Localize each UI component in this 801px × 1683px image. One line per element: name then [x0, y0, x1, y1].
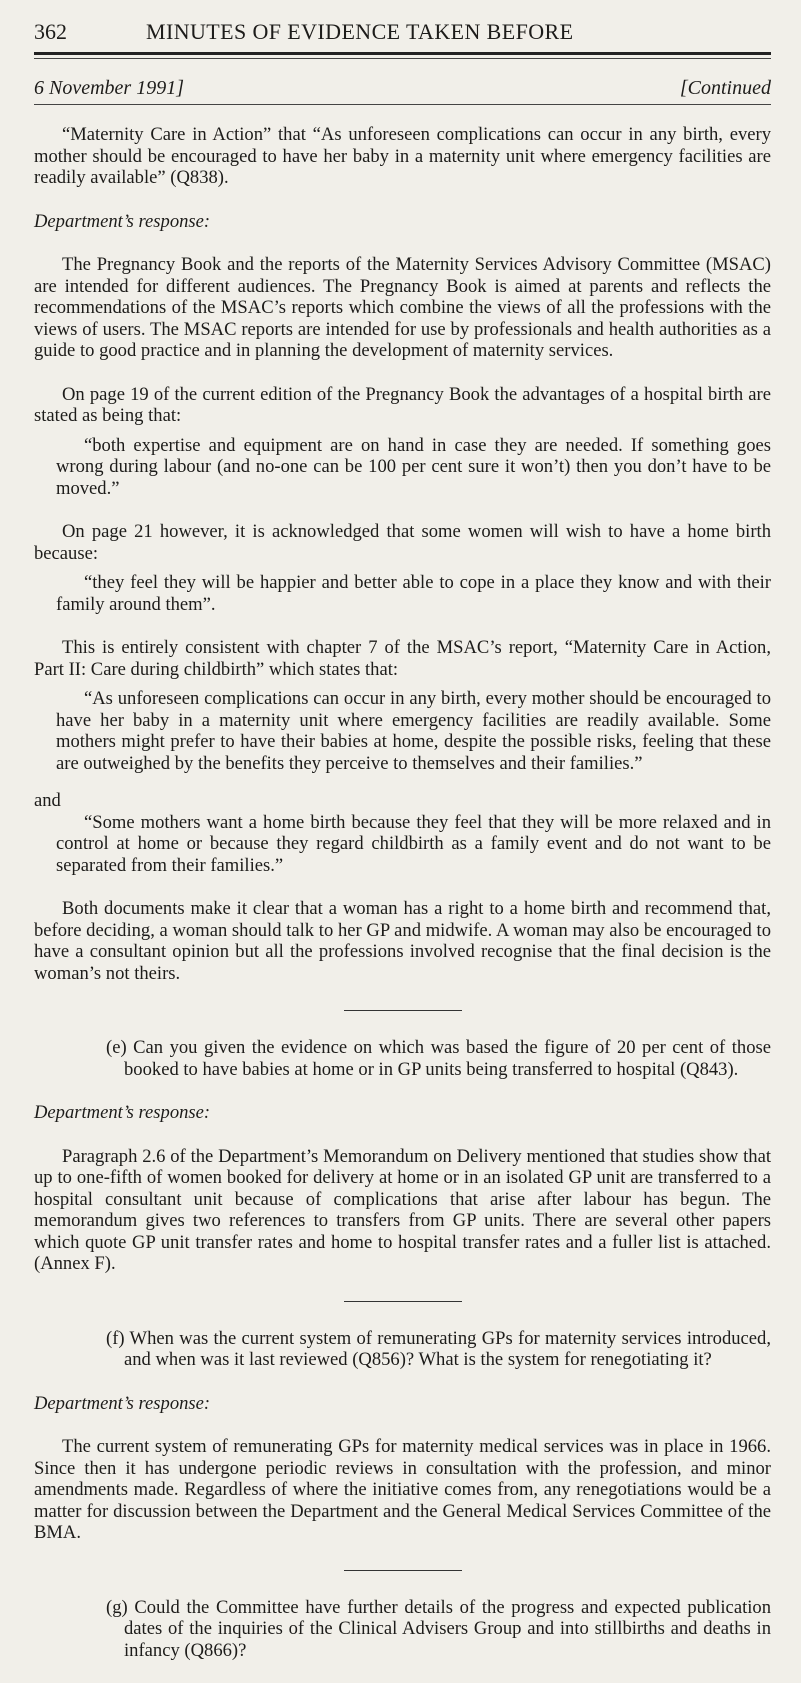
quotation: “As unforeseen complications can occur in any birth, every mother should be encouraged to have her baby in a maternity unit where emergency facilities are readily available. Some mothers might prefer to have their babies at home, despite the possible risks, feeling that these are outweighed by the benefits they perceive to themselves and their families.”: [56, 688, 771, 774]
response-heading: Department’s response:: [34, 1102, 211, 1123]
dateline-rule: [34, 104, 771, 105]
section-divider: [344, 1301, 462, 1302]
header-rule: [34, 52, 771, 59]
paragraph: “Maternity Care in Action” that “As unforeseen complications can occur in any birth, every mother should be encouraged to have her baby in a maternity unit where emergency facilities are readily available” (Q838).: [34, 124, 771, 188]
document-body: [34, 124, 771, 1683]
running-title: MINUTES OF EVIDENCE TAKEN BEFORE: [146, 19, 574, 44]
paragraph: The Pregnancy Book and the reports of the Maternity Services Advisory Committee (MSAC) are intended for different audiences. The Pregnancy Book is aimed at parents and reflects the recommendations of the MSAC’s reports which combine the views of all the professions with the views of users. The MSAC reports are intended for use by professionals and health authorities as a guide to good practice and in planning the development of maternity services.: [34, 254, 771, 361]
paragraph: The current system of remunerating GPs for maternity medical services was in place in 1966. Since then it has undergone periodic reviews in consultation with the profession, and minor amendments made. Regardless of where the initiative comes from, any renegotiations would be a matter for discussion between the Department and the General Medical Services Committee of the BMA.: [34, 1436, 771, 1543]
paragraph: On page 21 however, it is acknowledged that some women will wish to have a home birth because:: [34, 521, 771, 564]
session-date: 6 November 1991]: [34, 77, 184, 99]
quotation: “Some mothers want a home birth because they feel that they will be more relaxed and in control at home or because they regard childbirth as a family event and do not want to be separated from their families.”: [56, 811, 771, 876]
paragraph: On page 19 of the current edition of the Pregnancy Book the advantages of a hospital birth are stated as being that:: [34, 383, 771, 426]
question-e: (e) Can you given the evidence on which was based the figure of 20 per cent of those booked to have babies at home or in GP units being transferred to hospital (Q843).: [106, 1037, 771, 1080]
paragraph: Both documents make it clear that a woman has a right to a home birth and recommend that, before deciding, a woman should talk to her GP and midwife. A woman may also be encouraged to have a consultant opinion but all the professions involved recognise that the final decision is the woman’s not theirs.: [34, 898, 771, 984]
page-number: 362: [34, 19, 67, 44]
quotation: “both expertise and equipment are on hand in case they are needed. If something goes wrong during labour (and no-one can be 100 per cent sure it won’t) then you don’t have to be moved.”: [56, 434, 771, 499]
paragraph: Paragraph 2.6 of the Department’s Memorandum on Delivery mentioned that studies show that up to one-fifth of women booked for delivery at home or in an isolated GP unit are transferred to a hospital consultant unit because of complications that arise after labour has begun. The memorandum gives two references to transfers from GP units. There are several other papers which quote GP unit transfer rates and home to hospital transfer rates and a fuller list is attached. (Annex F).: [34, 1145, 771, 1274]
response-heading: Department’s response:: [34, 1392, 211, 1414]
continued-label: [Continued: [679, 77, 771, 99]
response-heading: Department’s response:: [34, 210, 211, 232]
section-divider: [344, 1010, 462, 1011]
section-divider: [344, 1570, 462, 1571]
paragraph: This is entirely consistent with chapter 7 of the MSAC’s report, “Maternity Care in Action, Part II: Care during childbirth” which states that:: [34, 637, 771, 680]
question-g: (g) Could the Committee have further details of the progress and expected publication dates of the inquiries of the Clinical Advisers Group and into stillbirths and deaths in infancy (Q866)?: [106, 1596, 771, 1661]
quotation: “they feel they will be happier and better able to cope in a place they know and with their family around them”.: [56, 572, 771, 615]
conjunction: and: [34, 790, 61, 811]
question-f: (f) When was the current system of remunerating GPs for maternity services introduced, and when was it last reviewed (Q856)? What is the system for renegotiating it?: [106, 1327, 771, 1370]
